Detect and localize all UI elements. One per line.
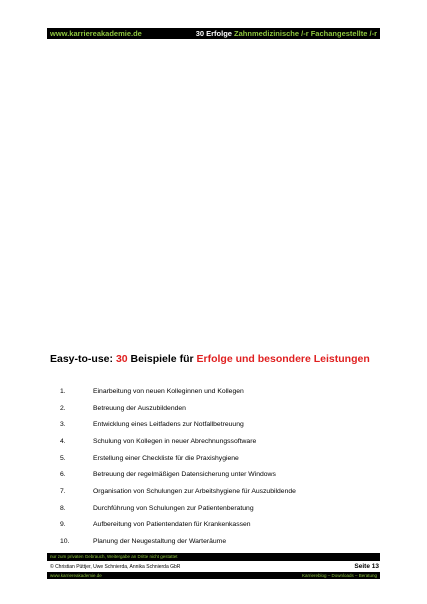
header-title [196, 28, 377, 39]
list-item-text: Durchführung von Schulungen zur Patientenberatung [93, 505, 254, 512]
heading-prefix: Easy-to-use: [50, 353, 116, 365]
list-item-text: Schulung von Kollegen in neuer Abrechnungssoftware [93, 438, 257, 445]
list-item-number: 3. [60, 421, 66, 428]
list-item-text: Einarbeitung von neuen Kolleginnen und Kollegen [93, 388, 244, 395]
heading-middle: Beispiele für [127, 353, 197, 365]
list-item-number: 9. [60, 521, 66, 528]
list-item-text: Betreuung der Auszubildenden [93, 405, 186, 412]
footer-site-link[interactable]: www.karriereakademie.de [50, 573, 102, 578]
footer-links[interactable]: Karriereblog – Downloads – Beratung [301, 573, 377, 578]
list-item-number: 1. [60, 388, 66, 395]
list-item-number: 2. [60, 405, 66, 412]
footer-copyright: © Christian Püttjer, Uwe Schnierda, Annika Schnierda GbR [50, 564, 181, 570]
list-item-number: 8. [60, 505, 66, 512]
list-item-number: 7. [60, 488, 66, 495]
list-item-text: Aufbereitung von Patientendaten für Krankenkassen [93, 521, 251, 528]
footer-notice-bar [47, 553, 380, 561]
header-site: www.karriereakademie.de [50, 29, 142, 38]
list-item-number: 4. [60, 438, 66, 445]
list-item-text: Entwicklung eines Leitfadens zur Notfallbetreuung [93, 421, 244, 428]
footer-bottom-bar [47, 572, 380, 579]
list-item-number: 10. [60, 538, 70, 545]
footer-notice: nur zum privaten Gebrauch, Weitergabe an Dritte nicht gestattet [50, 554, 178, 559]
list-item-number: 6. [60, 471, 66, 478]
list-item-number: 5. [60, 455, 66, 462]
list-item-text: Organisation von Schulungen zur Arbeitshygiene für Auszubildende [93, 488, 296, 495]
header-bar [47, 28, 380, 39]
header-title-prefix: 30 Erfolge [195, 29, 232, 38]
section-heading [50, 353, 370, 365]
header-title-highlight: Zahnmedizinische /-r Fachangestellte /-r [234, 29, 377, 38]
list-item-text: Erstellung einer Checkliste für die Praxishygiene [93, 455, 239, 462]
heading-highlight: Erfolge und besondere Leistungen [196, 353, 370, 365]
heading-number: 30 [115, 353, 128, 365]
list-item-text: Planung der Neugestaltung der Warteräume [93, 538, 227, 545]
list-item-text: Betreuung der regelmäßigen Datensicherung unter Windows [93, 471, 276, 478]
page-number: Seite 13 [354, 563, 379, 570]
